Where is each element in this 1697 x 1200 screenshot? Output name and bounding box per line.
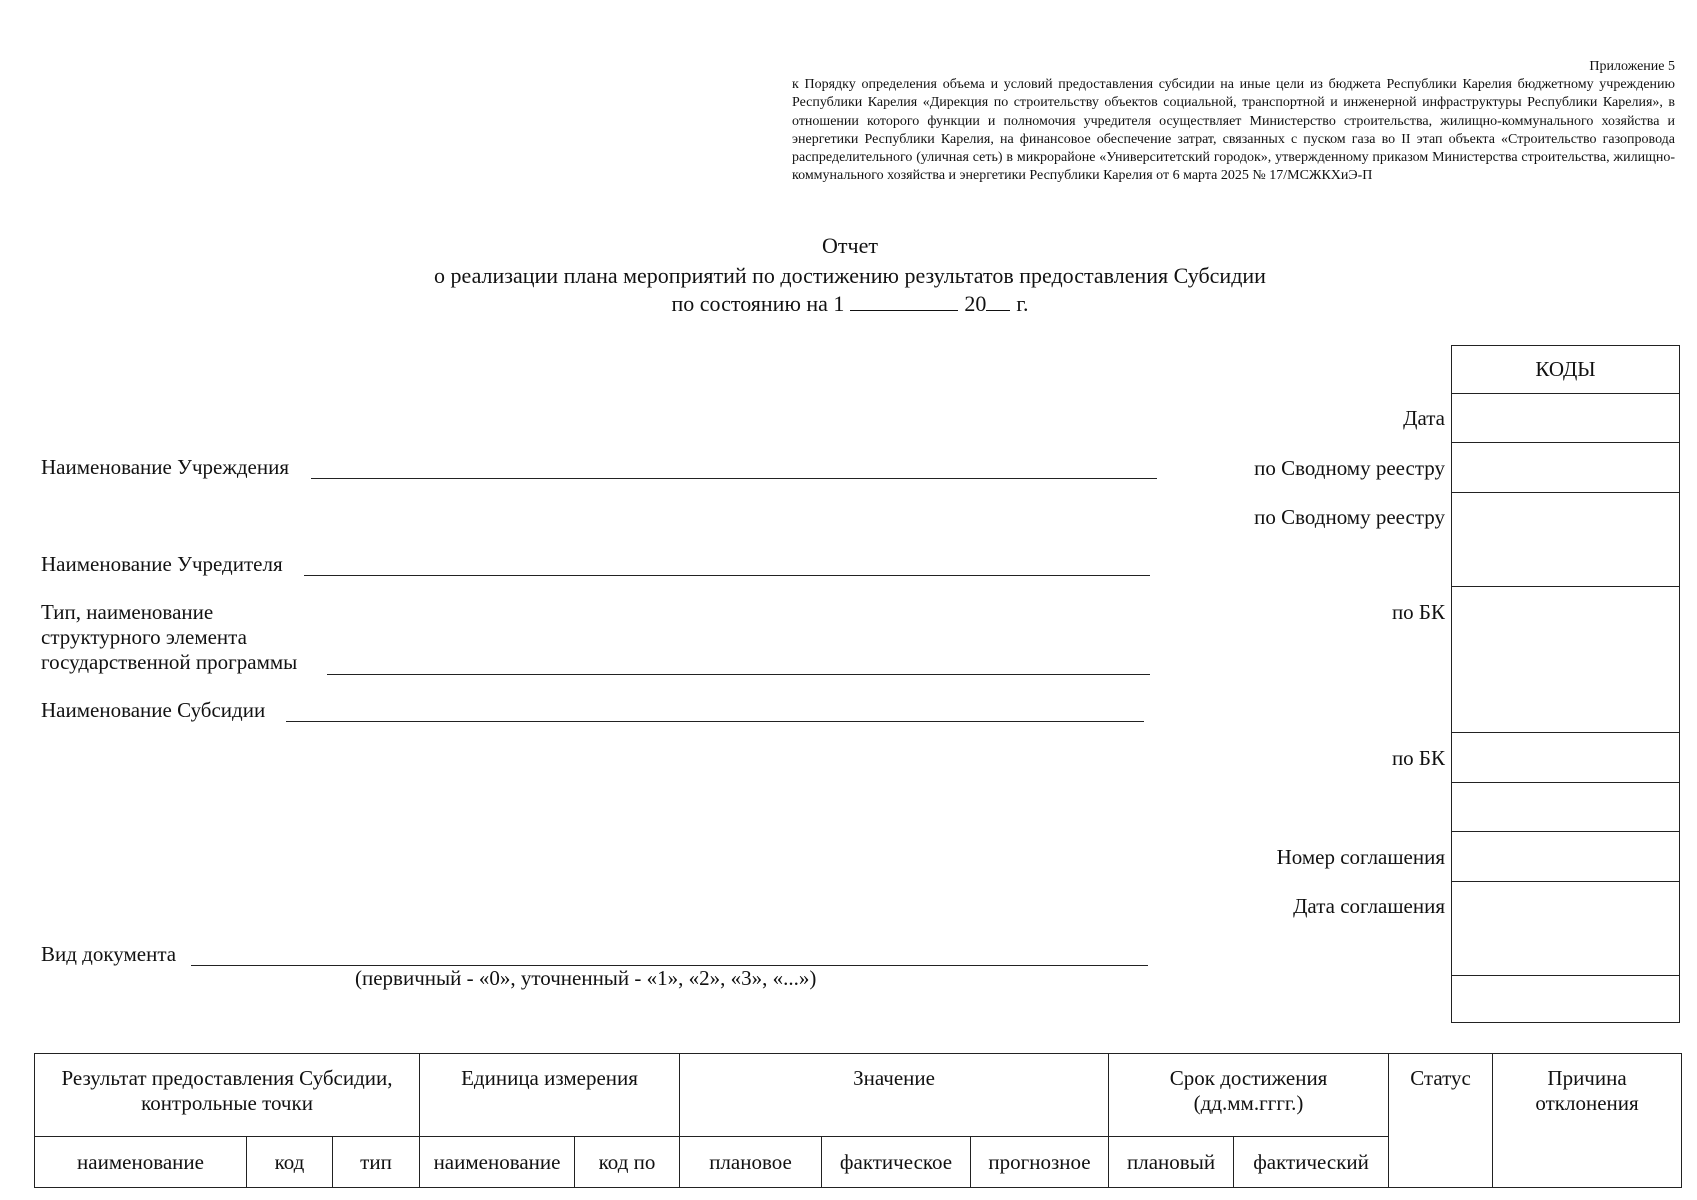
program-field[interactable] xyxy=(327,674,1150,675)
codes-separator xyxy=(1452,782,1679,783)
code-label-bk-2: по БК xyxy=(1391,746,1445,770)
report-year-blank[interactable] xyxy=(986,290,1010,311)
doc-type-hint: (первичный - «0», уточненный - «1», «2», «3», «...») xyxy=(355,966,817,990)
subheader-actual-date: фактический xyxy=(1234,1137,1389,1188)
header-value: Значение xyxy=(680,1054,1109,1137)
code-label-agreement-date: Дата соглашения xyxy=(1293,894,1445,918)
doc-type-label: Вид документа xyxy=(41,942,177,966)
code-label-registry-2: по Сводному реестру xyxy=(1254,505,1445,529)
header-status: Статус xyxy=(1389,1054,1493,1188)
subheader-planned-date: плановый xyxy=(1109,1137,1234,1188)
code-label-registry-1: по Сводному реестру xyxy=(1254,456,1445,480)
results-table xyxy=(34,1053,1682,1188)
table-header-row xyxy=(35,1054,1682,1137)
header-result: Результат предоставления Субсидии, контрольные точки xyxy=(35,1054,420,1137)
institution-label: Наименование Учреждения xyxy=(41,455,289,479)
program-label-1: Тип, наименование xyxy=(41,600,214,624)
subheader-name: наименование xyxy=(35,1137,247,1188)
appendix-text: к Порядку определения объема и условий предоставления субсидии на иные цели из бюджета Республики Карелия бюджетному учреждению Республики Карелия «Дирекция по строительству объектов социальной, транспортной и инженерной инфраструктуры Республики Карелия», в отношении которого функции и полномочия учредителя осуществляет Министерство строительства, жилищно-коммунального хозяйства и энергетики Республики Карелия, на финансовое обеспечение затрат, связанных с пуском газа во II этап объекта «Строительство газопровода распределительного (уличная сеть) в микрорайоне «Университетский городок», утвержденному приказом Министерства строительства, жилищно-коммунального хозяйства и энергетики Республики Карелия от 6 марта 2025 № 17/МСЖКХиЭ-П xyxy=(792,77,1675,184)
institution-field[interactable] xyxy=(311,478,1157,479)
subheader-forecast-value: прогнозное xyxy=(971,1137,1109,1188)
codes-separator xyxy=(1452,492,1679,493)
subheader-code: код xyxy=(247,1137,333,1188)
report-date-prefix: по состоянию на 1 xyxy=(671,291,845,316)
codes-separator xyxy=(1452,831,1679,832)
founder-field[interactable] xyxy=(304,575,1150,576)
codes-header: КОДЫ xyxy=(1535,357,1596,381)
report-title: Отчет xyxy=(822,233,878,258)
subheader-actual-value: фактическое xyxy=(822,1137,971,1188)
code-label-date: Дата xyxy=(1403,406,1445,430)
report-date-suffix: г. xyxy=(1016,291,1029,316)
header-reason: Причина отклонения xyxy=(1493,1054,1682,1188)
codes-separator xyxy=(1452,586,1679,587)
header-unit: Единица измерения xyxy=(420,1054,680,1137)
codes-separator xyxy=(1452,393,1679,394)
subsidy-label: Наименование Субсидии xyxy=(41,698,266,722)
codes-separator xyxy=(1452,881,1679,882)
program-label-3: государственной программы xyxy=(41,650,298,674)
code-label-bk-1: по БК xyxy=(1391,600,1445,624)
subheader-unit-name: наименование xyxy=(420,1137,575,1188)
appendix-title: Приложение 5 xyxy=(1589,59,1675,74)
report-date-line xyxy=(300,290,1400,318)
report-subtitle: о реализации плана мероприятий по достижению результатов предоставления Субсидии xyxy=(434,263,1266,288)
codes-separator xyxy=(1452,732,1679,733)
program-label-2: структурного элемента xyxy=(41,625,247,649)
subheader-unit-code: код по xyxy=(575,1137,680,1188)
codes-box xyxy=(1451,345,1680,1023)
codes-separator xyxy=(1452,442,1679,443)
subheader-planned-value: плановое xyxy=(680,1137,822,1188)
subsidy-field[interactable] xyxy=(286,721,1144,722)
header-deadline: Срок достижения (дд.мм.гггг.) xyxy=(1109,1054,1389,1137)
code-label-agreement-number: Номер соглашения xyxy=(1276,845,1445,869)
codes-separator xyxy=(1452,975,1679,976)
report-year-prefix: 20 xyxy=(964,291,987,316)
report-date-blank[interactable] xyxy=(850,290,958,311)
subheader-type: тип xyxy=(333,1137,420,1188)
founder-label: Наименование Учредителя xyxy=(41,552,283,576)
